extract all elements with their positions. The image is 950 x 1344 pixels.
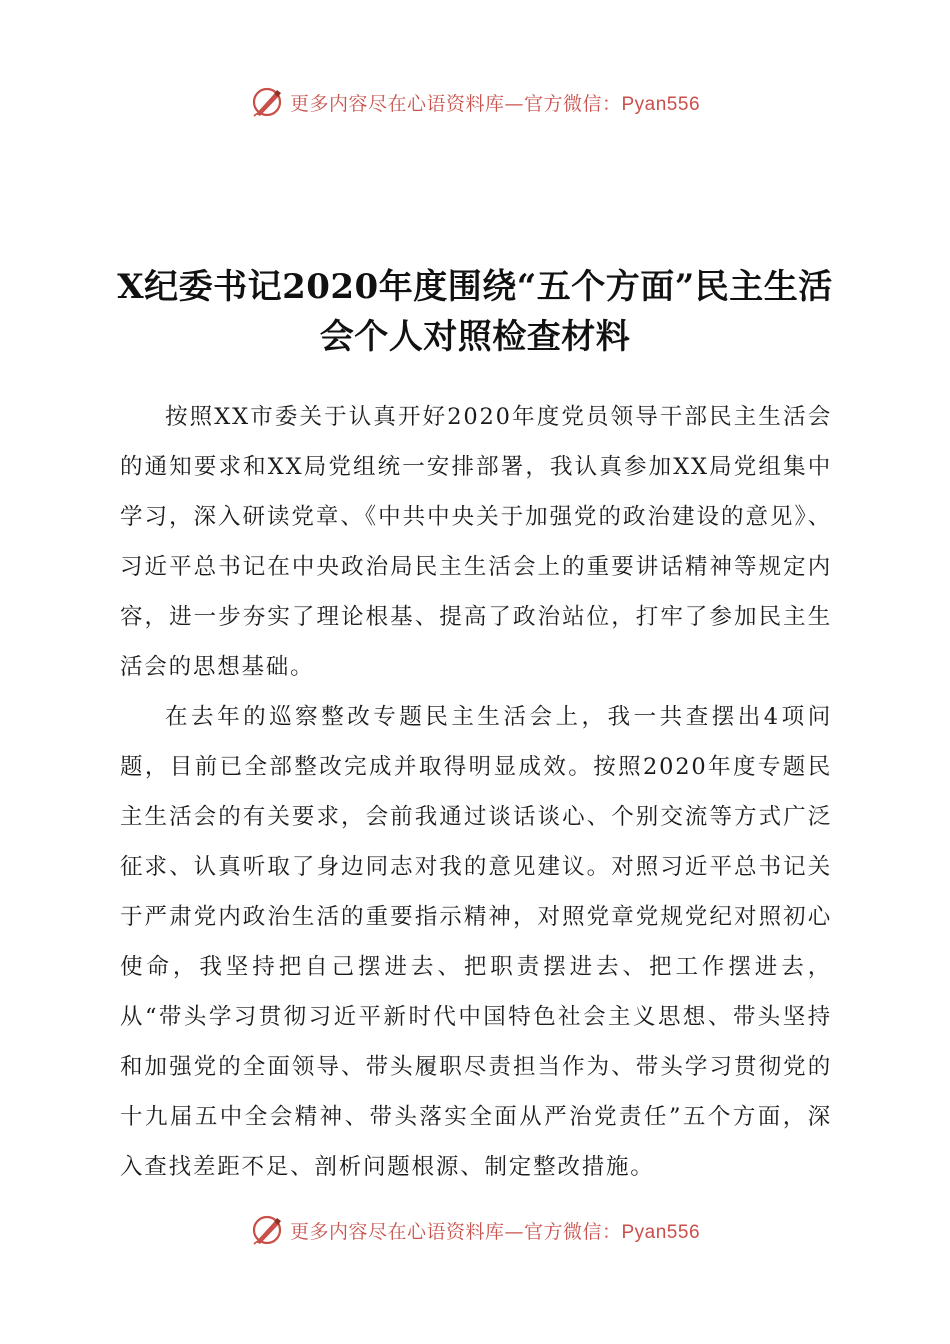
pen-circle-icon xyxy=(250,85,284,119)
paragraph-2: 在去年的巡察整改专题民主生活会上，我一共查摆出4项问题，目前已全部整改完成并取得明显成效。按照2020年度专题民主生活会的有关要求，会前我通过谈话谈心、个别交流等方式广泛征求、认真听取了身边同志对我的意见建议。对照习近平总书记关于严肃党内政治生活的重要指示精神，对照党章党规党纪对照初心使命，我坚持把自己摆进去、把职责摆进去、把工作摆进去，从“带头学习贯彻习近平新时代中国特色社会主义思想、带头坚持和加强党的全面领导、带头履职尽责担当作为、带头学习贯彻党的十九届五中全会精神、带头落实全面从严治党责任”五个方面，深入查找差距不足、剖析问题根源、制定整改措施。 xyxy=(120,704,832,1180)
header-watermark-label: 更多内容尽在心语资料库—官方微信： xyxy=(289,92,622,115)
paragraph-1: 按照XX市委关于认真开好2020年度党员领导干部民主生活会的通知要求和XX局党组统一安排部署，我认真参加XX局党组集中学习，深入研读党章、《中共中央关于加强党的政治建设的意见》、习近平总书记在中央政治局民主生活会上的重要讲话精神等规定内容，进一步夯实了理论根基、提高了政治站位，打牢了参加民主生活会的思想基础。 xyxy=(120,404,832,680)
footer-watermark-text xyxy=(290,1217,700,1244)
footer-watermark-banner xyxy=(0,1210,950,1250)
footer-watermark-label: 更多内容尽在心语资料库—官方微信： xyxy=(289,1220,622,1243)
document-body xyxy=(120,392,832,1192)
document-title: X纪委书记2020年度围绕“五个方面”民主生活会个人对照检查材料 xyxy=(117,267,833,357)
footer-watermark-handle: Pyan556 xyxy=(621,1221,701,1243)
header-watermark-handle: Pyan556 xyxy=(621,93,701,115)
pen-circle-icon xyxy=(250,1213,284,1247)
header-watermark-text xyxy=(290,89,700,116)
header-watermark-banner xyxy=(0,82,950,122)
